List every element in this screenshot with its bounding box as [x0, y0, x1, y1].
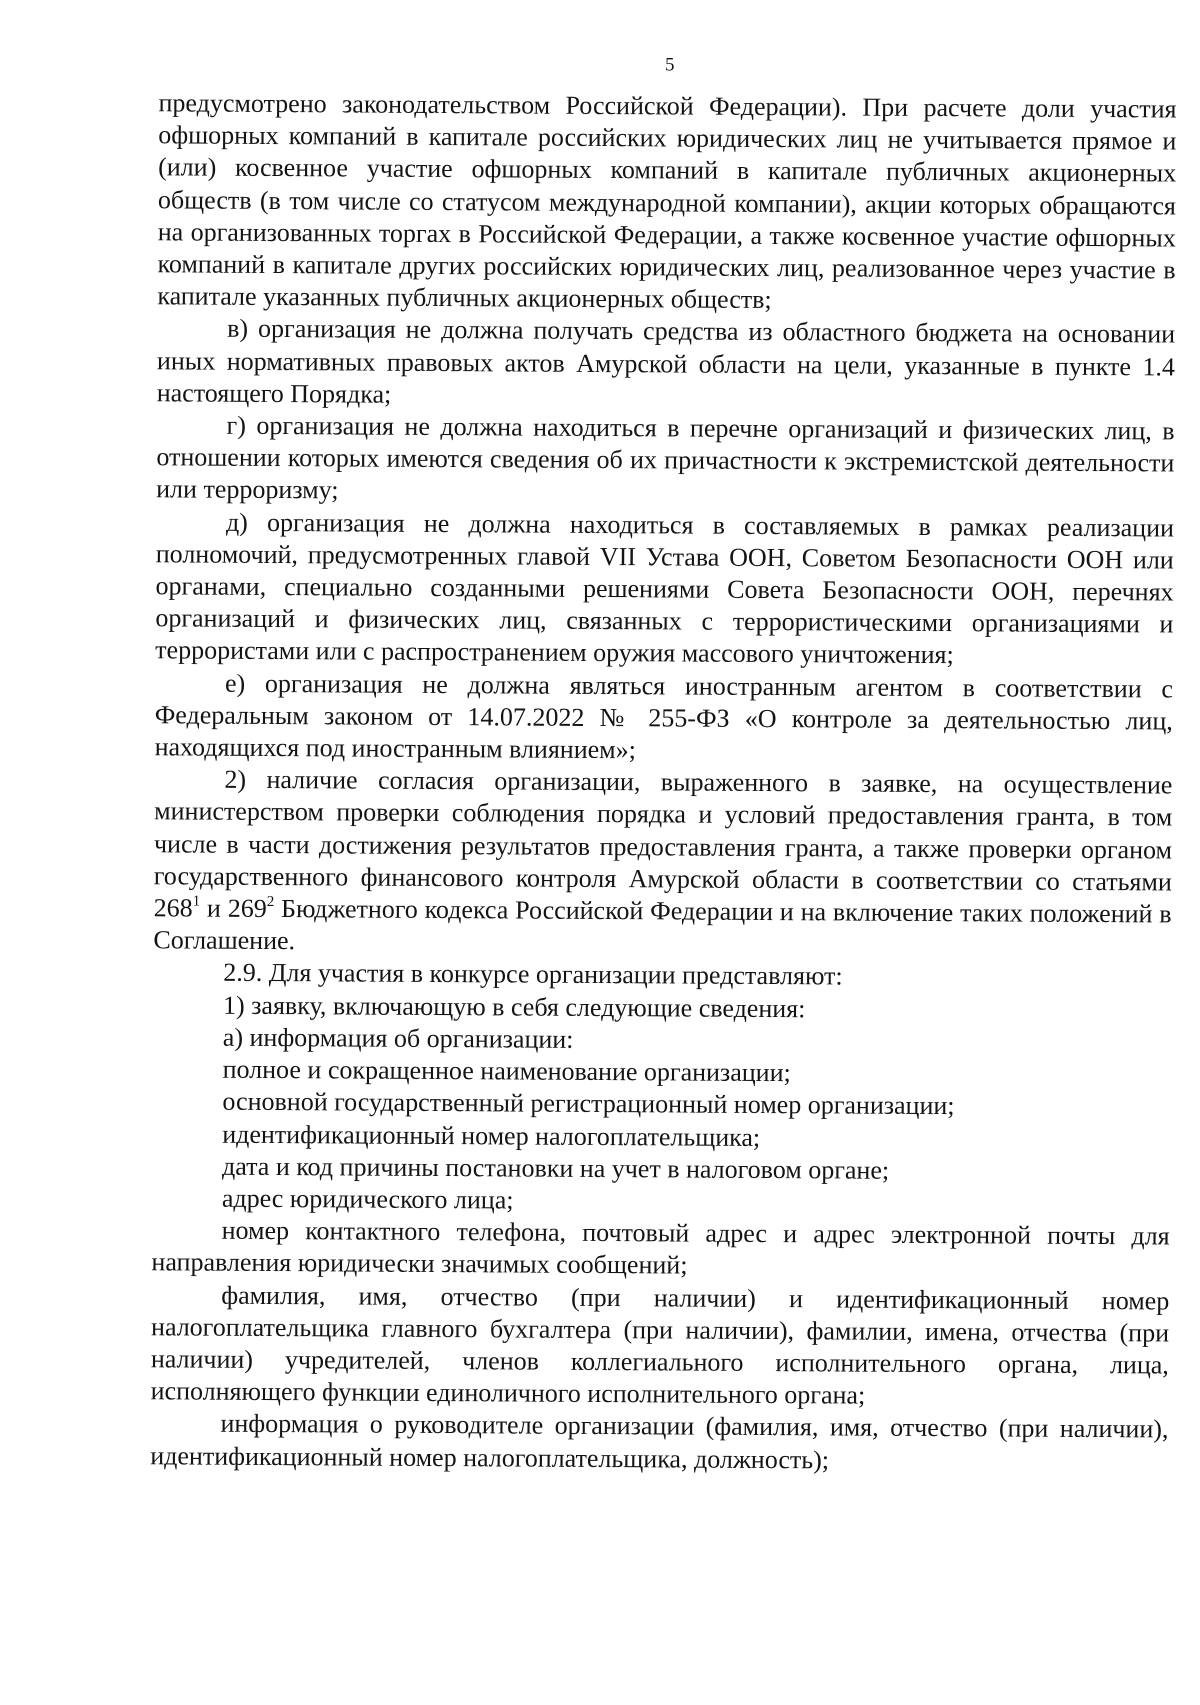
article-superscript-1: 1: [192, 893, 201, 910]
paragraph-condition-e: е) организация не должна являться иностранным агентом в соответствии с Федеральным законом от 14.07.2022 № 255-ФЗ «О контроле за деятельностью лиц, находящихся под иностранным влиянием»;: [154, 668, 1174, 765]
list-item-inn: идентификационный номер налогоплательщика;: [222, 1119, 761, 1152]
paragraph-section-2-9: 2.9. Для участия в конкурсе организации представляют:: [223, 958, 843, 991]
list-item-contact-details: номер контактного телефона, почтовый адрес и адрес электронной почты для направления юридически значимых сообщений;: [151, 1215, 1170, 1280]
page-number: 5: [664, 54, 675, 76]
consent-text-middle: и 269: [200, 893, 267, 924]
paragraph-organization-info: а) информация об организации:: [222, 1022, 574, 1054]
list-item-accountant-founders: фамилия, имя, отчество (при наличии) и идентификационный номер налогоплательщика главного бухгалтера (при наличии), фамилии, имена, отчества (при наличии) учредителей, членов коллегиального исполнительного органа, лица, исполняющего функции единоличного исполнительного органа;: [150, 1280, 1170, 1410]
paragraph-condition-g: г) организация не должна находиться в перечне организаций и физических лиц, в отношении которых имеются сведения об их причастности к экстремистской деятельности или терроризму;: [156, 410, 1175, 505]
consent-text-before: 2) наличие согласия организации, выраженного в заявке, на осуществление министерством проверки соблюдения порядка и условий предоставления гранта, в том числе в части достижения результатов предоставления гранта, а также проверки органом государственного финансового контроля Амурской области в соответствии со статьями 268: [153, 764, 1173, 923]
list-item-ogrn: основной государственный регистрационный номер организации;: [222, 1086, 955, 1121]
consent-text-after: Бюджетного кодекса Российской Федерации и на включение таких положений в Соглашение.: [153, 894, 1172, 956]
paragraph-condition-v: в) организация не должна получать средства из областного бюджета на основании иных нормативных правовых актов Амурской области на цели, указанные в пункте 1.4 настоящего Порядка;: [156, 314, 1176, 409]
article-superscript-2: 2: [266, 894, 275, 911]
paragraph-condition-d: д) организация не должна находиться в составляемых в рамках реализации полномочий, предусмотренных главой VII Устава ООН, Советом Безопасности ООН или органами, специально созданными решениями Совета Безопасности ООН, перечнях организаций и физических лиц, связанных с террористическими организациями и террористами или с распространением оружия массового уничтожения;: [155, 507, 1175, 670]
list-item-legal-address: адрес юридического лица;: [221, 1183, 514, 1215]
document-body: [150, 87, 1176, 1478]
list-item-registration-date: дата и код причины постановки на учет в налоговом органе;: [221, 1151, 890, 1185]
paragraph-consent-verification: [153, 764, 1172, 963]
paragraph-offshore-participation: предусмотрено законодательством Российской Федерации). При расчете доли участия офшорных компаний в капитале российских юридических лиц не учитывается прямое и (или) косвенное участие офшорных компаний в капитале публичных акционерных обществ (в том числе со статусом международной компании), акции которых обращаются на организованных торгах в Российской Федерации, а также косвенное участие офшорных компаний в капитале других российских юридических лиц, реализованное через участие в капитале указанных публичных акционерных обществ;: [157, 88, 1177, 315]
paragraph-application-list: 1) заявку, включающую в себя следующие сведения:: [222, 990, 806, 1023]
list-item-full-name: полное и сокращенное наименование организации;: [222, 1054, 791, 1088]
list-item-head-info: информация о руководителе организации (фамилия, имя, отчество (при наличии), идентификационный номер налогоплательщика, должность);: [150, 1409, 1169, 1474]
